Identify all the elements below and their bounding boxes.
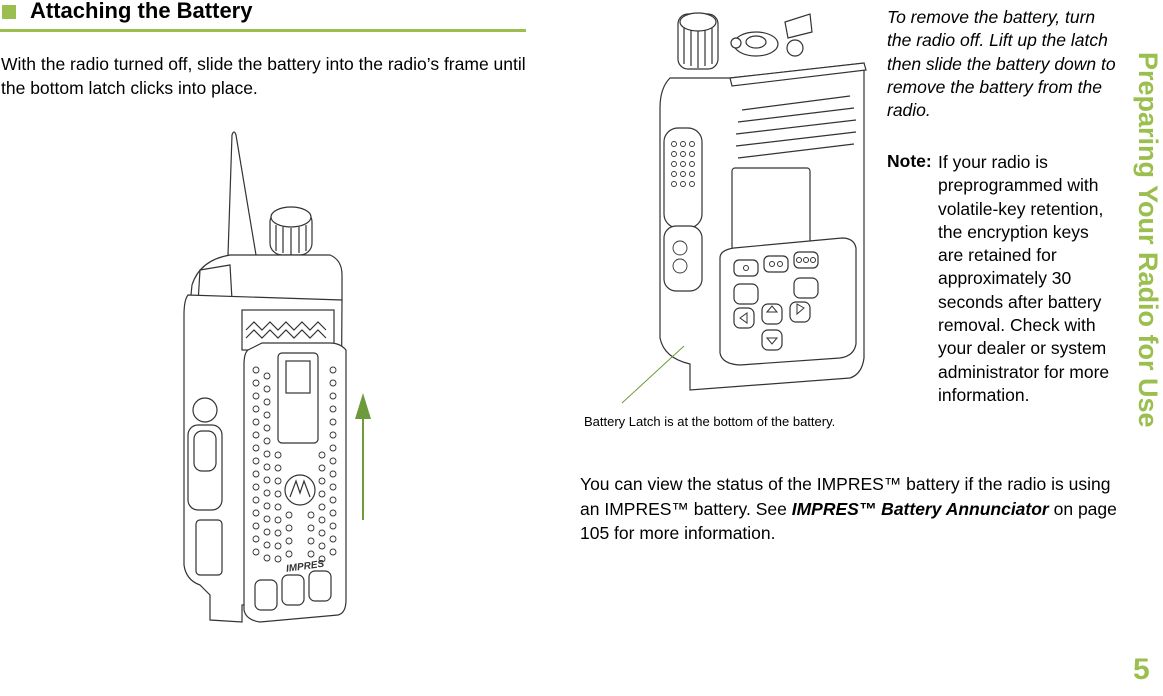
page-number: 5 xyxy=(1133,653,1150,686)
chapter-title: Preparing Your Radio for Use xyxy=(1133,52,1163,428)
figure-caption: Battery Latch is at the bottom of the battery. xyxy=(584,414,836,429)
radio-front-illustration xyxy=(650,8,880,400)
annunciator-reference: IMPRES™ Battery Annunciator xyxy=(791,498,1049,519)
impres-logo: IMPRES xyxy=(285,558,325,575)
section-bullet xyxy=(2,5,16,19)
removal-instructions: To remove the battery, turn the radio off. Lift up the latch then slide the battery down to remove the battery from the radio. xyxy=(887,7,1116,121)
intro-paragraph: With the radio turned off, slide the battery into the radio’s frame until the bottom latch clicks into place. xyxy=(1,54,526,98)
section-title: Attaching the Battery xyxy=(30,0,253,23)
note-text: If your radio is preprogrammed with volatile-key retention, the encryption keys are retained for approximately 30 seconds after battery removal. Check with your dealer or system administrator for more information. xyxy=(938,152,1110,405)
battery-status-paragraph xyxy=(580,472,1120,546)
note-label: Note: xyxy=(887,151,932,171)
latch-leader-line xyxy=(622,346,684,403)
battery-attach-illustration xyxy=(170,125,390,630)
status-text-before: You can view the status of the IMPRES™ battery if the radio is using an IMPRES™ battery. See xyxy=(580,474,1111,519)
section-rule xyxy=(0,29,526,32)
status-text-after: on page 105 for more information. xyxy=(580,498,1117,543)
